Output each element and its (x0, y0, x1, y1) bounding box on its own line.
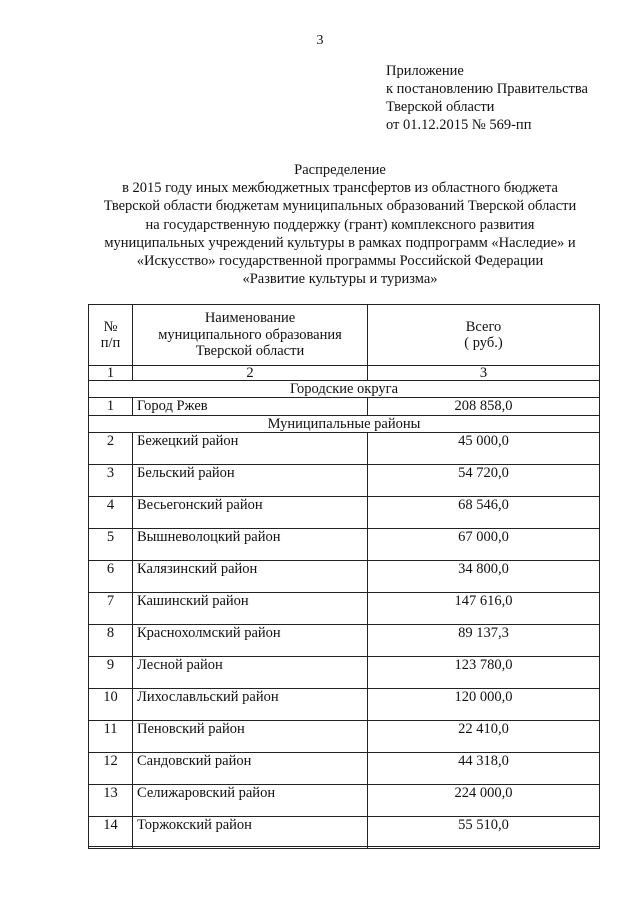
row-name: Город Ржев (133, 398, 368, 416)
appendix-line-2: к постановлению Правительства (386, 81, 588, 97)
row-number: 13 (89, 785, 133, 817)
table-row (89, 529, 600, 561)
appendix-line-3: Тверской области (386, 99, 495, 115)
appendix-line-4: от 01.12.2015 № 569-пп (386, 117, 532, 133)
header-number (89, 305, 133, 366)
row-number: 1 (89, 398, 133, 416)
row-sum: 54 720,0 (368, 465, 600, 497)
row-sum: 120 000,0 (368, 689, 600, 721)
table-row (89, 657, 600, 689)
row-sum: 45 000,0 (368, 433, 600, 465)
table-row (89, 785, 600, 817)
row-name: Бельский район (133, 465, 368, 497)
title-line-6: «Искусство» государственной программы Российской Федерации (136, 253, 544, 270)
row-number: 14 (89, 817, 133, 849)
row-number: 7 (89, 593, 133, 625)
row-sum: 55 510,0 (368, 817, 600, 849)
table-row (89, 625, 600, 657)
column-index: 1 (89, 366, 133, 381)
row-sum: 224 000,0 (368, 785, 600, 817)
row-sum: 123 780,0 (368, 657, 600, 689)
row-name: Краснохолмский район (133, 625, 368, 657)
row-number: 9 (89, 657, 133, 689)
table-row (89, 753, 600, 785)
table-row (89, 497, 600, 529)
title-line-7: «Развитие культуры и туризма» (242, 271, 438, 288)
table-row (89, 593, 600, 625)
row-sum: 22 410,0 (368, 721, 600, 753)
table-row (89, 433, 600, 465)
table-bottom-border (88, 846, 599, 847)
document-title (60, 161, 620, 288)
header-name-line-2: муниципального образования (158, 326, 342, 343)
header-total-line-2: ( руб.) (464, 335, 503, 351)
row-sum: 208 858,0 (368, 398, 600, 416)
row-sum: 34 800,0 (368, 561, 600, 593)
row-name: Лесной район (133, 657, 368, 689)
row-sum: 44 318,0 (368, 753, 600, 785)
row-name: Сандовский район (133, 753, 368, 785)
group-row-municipal-districts (89, 416, 600, 433)
row-number: 11 (89, 721, 133, 753)
table-row (89, 561, 600, 593)
table-row (89, 689, 600, 721)
group-label: Муниципальные районы (89, 416, 600, 433)
header-name (133, 305, 368, 366)
row-number: 6 (89, 561, 133, 593)
row-name: Весьегонский район (133, 497, 368, 529)
row-name: Калязинский район (133, 561, 368, 593)
row-number: 2 (89, 433, 133, 465)
page-number: 3 (316, 33, 324, 48)
row-name: Торжокский район (133, 817, 368, 849)
group-row-city-districts (89, 381, 600, 398)
header-number-line-2: п/п (100, 335, 121, 351)
header-total-line-1: Всего (465, 318, 502, 335)
header-name-line-1: Наименование (204, 310, 296, 327)
row-sum: 67 000,0 (368, 529, 600, 561)
row-sum: 147 616,0 (368, 593, 600, 625)
title-line-1: Распределение (294, 162, 386, 178)
header-number-line-1: № (103, 318, 118, 335)
header-total (368, 305, 600, 366)
appendix-block (386, 62, 588, 134)
row-name: Вышневолоцкий район (133, 529, 368, 561)
row-sum: 89 137,3 (368, 625, 600, 657)
row-name: Пеновский район (133, 721, 368, 753)
group-label: Городские округа (89, 381, 600, 398)
row-name: Бежецкий район (133, 433, 368, 465)
column-index: 2 (133, 366, 368, 381)
row-name: Кашинский район (133, 593, 368, 625)
row-name: Селижаровский район (133, 785, 368, 817)
header-name-line-3: Тверской области (195, 343, 305, 360)
column-index: 3 (368, 366, 600, 381)
row-number: 3 (89, 465, 133, 497)
appendix-line-1: Приложение (386, 63, 464, 79)
title-line-4: на государственную поддержку (грант) комплексного развития (145, 216, 535, 233)
table-header-row (89, 305, 600, 366)
title-line-2: в 2015 году иных межбюджетных трансфертов из областного бюджета (122, 180, 558, 197)
table-row (89, 817, 600, 849)
table-row (89, 398, 600, 416)
title-line-3: Тверской области бюджетам муниципальных образований Тверской области (103, 198, 577, 215)
row-number: 10 (89, 689, 133, 721)
title-line-5: муниципальных учреждений культуры в рамках подпрограмм «Наследие» и (104, 234, 576, 251)
row-number: 8 (89, 625, 133, 657)
table-row (89, 721, 600, 753)
row-name: Лихославльский район (133, 689, 368, 721)
row-sum: 68 546,0 (368, 497, 600, 529)
column-index-row (89, 366, 600, 381)
row-number: 12 (89, 753, 133, 785)
row-number: 4 (89, 497, 133, 529)
table-row (89, 465, 600, 497)
row-number: 5 (89, 529, 133, 561)
allocation-table (88, 304, 600, 849)
